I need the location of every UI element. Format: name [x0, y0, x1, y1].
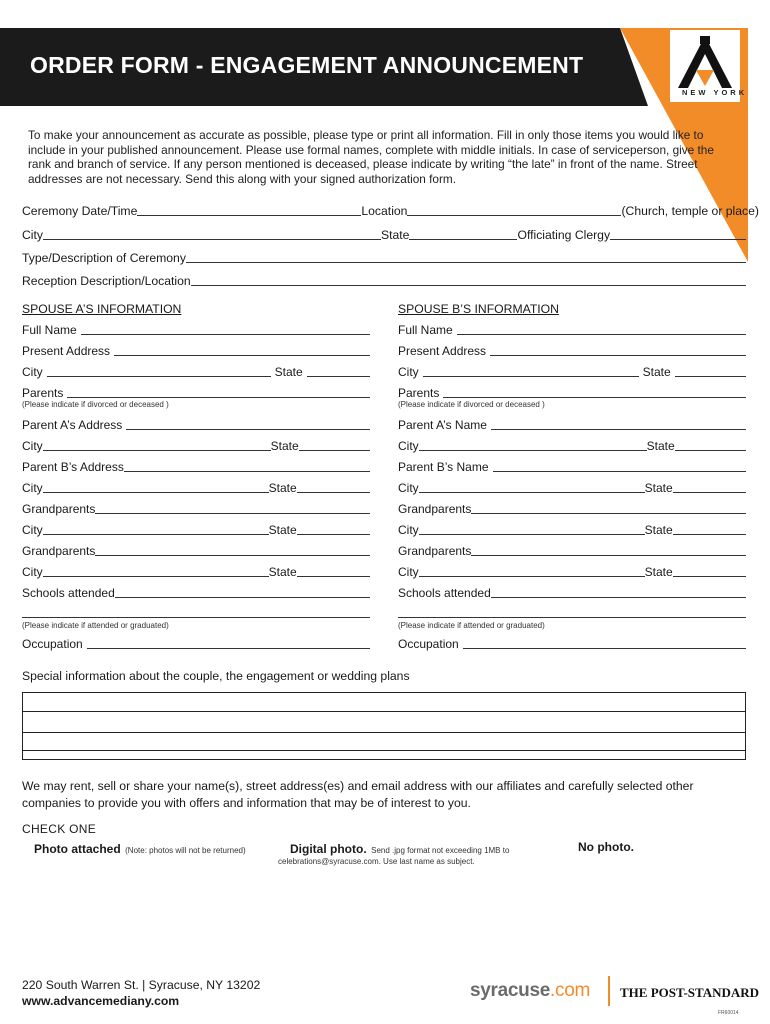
spouse-b-parent-a-name: [398, 415, 746, 432]
city-label: City: [398, 439, 419, 453]
parents-field[interactable]: [443, 397, 746, 398]
spouse-a-parent-a-address: [22, 415, 370, 432]
full-name-field[interactable]: [81, 334, 370, 335]
city-field[interactable]: [419, 450, 647, 451]
spouse-b-full-name: [398, 320, 746, 337]
spouse-b-occupation: [398, 634, 746, 651]
full-name-field[interactable]: [457, 334, 746, 335]
grandparents-label: Grandparents: [398, 502, 472, 516]
check-one-label: CHECK ONE: [22, 822, 97, 836]
schools-field[interactable]: [115, 597, 370, 598]
city-label: City: [22, 365, 43, 379]
spouse-b-city-state: [398, 362, 746, 379]
spouse-b-city-state-5: [398, 562, 746, 579]
special-info-line-1: [22, 711, 746, 712]
reception-row: [22, 270, 746, 288]
spouse-b-grandparents-2: [398, 541, 746, 558]
full-name-label: Full Name: [398, 323, 453, 337]
schools-field-2[interactable]: [398, 617, 746, 618]
spouse-a-full-name: [22, 320, 370, 337]
spouse-b-parent-b-name: [398, 457, 746, 474]
syracuse-logo-text: syracuse: [470, 980, 551, 1001]
occupation-label: Occupation: [22, 637, 83, 651]
present-address-label: Present Address: [398, 344, 487, 358]
parents-label: Parents: [398, 386, 440, 400]
ceremony-date-field[interactable]: [137, 215, 361, 216]
footer-address: 220 South Warren St. | Syracuse, NY 13202: [22, 978, 261, 992]
spouse-b-city-state-3: [398, 478, 746, 495]
city-label: City: [22, 439, 43, 453]
city-label: City: [22, 228, 43, 242]
no-photo-option[interactable]: No photo.: [578, 840, 634, 854]
schools-note: (Please indicate if attended or graduated): [22, 621, 169, 630]
page-title: ORDER FORM - ENGAGEMENT ANNOUNCEMENT: [30, 52, 584, 78]
parents-note: (Please indicate if divorced or deceased ): [398, 400, 545, 409]
parent-b-name-label: Parent B’s Name: [398, 460, 489, 474]
state-label: State: [644, 481, 673, 495]
city-label: City: [398, 523, 419, 537]
grandparents-label: Grandparents: [22, 544, 96, 558]
type-row: [22, 247, 746, 265]
schools-label: Schools attended: [398, 586, 491, 600]
reception-label: Reception Description/Location: [22, 274, 191, 288]
city-field[interactable]: [419, 576, 645, 577]
post-standard-logo: THE POST-STANDARD: [620, 985, 760, 1000]
parent-a-address-field[interactable]: [126, 429, 370, 430]
parent-b-address-field[interactable]: [124, 471, 370, 472]
spouse-a-schools: [22, 583, 370, 600]
syracuse-logo-suffix: .com: [550, 980, 590, 1001]
city-field[interactable]: [47, 376, 271, 377]
ceremony-row: [22, 200, 759, 218]
spouse-b-parents: [398, 383, 746, 400]
spouse-a-grandparents-2: [22, 541, 370, 558]
grandparents-label: Grandparents: [398, 544, 472, 558]
state-label: State: [268, 481, 297, 495]
officiating-label: Officiating Clergy: [517, 228, 611, 242]
city-field[interactable]: [423, 376, 639, 377]
occupation-field[interactable]: [463, 648, 746, 649]
state-label: State: [644, 565, 673, 579]
special-info-line-2: [22, 732, 746, 733]
spouse-a-city-state-5: [22, 562, 370, 579]
photo-attached-note: (Note: photos will not be returned): [125, 846, 246, 855]
syracuse-logo: [470, 980, 590, 1002]
grandparents-field[interactable]: [471, 555, 746, 556]
city-label: City: [22, 523, 43, 537]
full-name-label: Full Name: [22, 323, 77, 337]
state-field[interactable]: [675, 376, 746, 377]
state-label: State: [646, 439, 675, 453]
location-field[interactable]: [407, 215, 621, 216]
spouse-b-city-state-2: [398, 436, 746, 453]
state-field[interactable]: [673, 534, 746, 535]
schools-field-2[interactable]: [22, 617, 370, 618]
spouse-a-city-state-4: [22, 520, 370, 537]
state-label: State: [274, 365, 303, 379]
state-field[interactable]: [673, 492, 746, 493]
location-hint: (Church, temple or place): [621, 204, 759, 218]
officiating-field[interactable]: [610, 239, 746, 240]
digital-photo-note-2: celebrations@syracuse.com. Use last name as subject.: [278, 857, 475, 866]
city-field[interactable]: [43, 534, 269, 535]
state-label: State: [268, 565, 297, 579]
state-field[interactable]: [675, 450, 746, 451]
footer-url[interactable]: www.advancemediany.com: [22, 994, 180, 1008]
special-info-label: Special information about the couple, the engagement or wedding plans: [22, 669, 410, 683]
spouse-a-parent-b-address: [22, 457, 370, 474]
state-field[interactable]: [673, 576, 746, 577]
privacy-notice: We may rent, sell or share your name(s), street address(es) and email address with our affiliates and carefully selected other companies to provide you with offers and information that may be of interest to you.: [22, 779, 694, 810]
spouse-a-grandparents-1: [22, 499, 370, 516]
parent-a-name-label: Parent A’s Name: [398, 418, 487, 432]
schools-note: (Please indicate if attended or graduated): [398, 621, 545, 630]
parent-a-name-field[interactable]: [491, 429, 746, 430]
state-label: State: [642, 365, 671, 379]
city-row: [22, 224, 746, 242]
grandparents-field[interactable]: [95, 513, 370, 514]
digital-photo-option[interactable]: [290, 840, 509, 858]
grandparents-field[interactable]: [471, 513, 746, 514]
spouse-a-heading: SPOUSE A’S INFORMATION: [22, 302, 182, 316]
city-field[interactable]: [43, 450, 271, 451]
spouse-a-city-state: [22, 362, 370, 379]
city-field[interactable]: [43, 239, 381, 240]
intro-text: To make your announcement as accurate as possible, please type or print all information. Fill in only those items you would like to include in your published announcement. Please use formal names, complete with middle initials. In case of serviceperson, give the rank and branch of service. If any person mentioned is deceased, please indicate by writing “the late” in front of the name. Street addresses are not necessary. Send this along with your signed authorization form.: [28, 128, 714, 187]
parents-label: Parents: [22, 386, 64, 400]
state-field[interactable]: [297, 576, 370, 577]
parents-field[interactable]: [67, 397, 370, 398]
spouse-b-heading: SPOUSE B’S INFORMATION: [398, 302, 559, 316]
state-field[interactable]: [299, 450, 370, 451]
city-field[interactable]: [43, 576, 269, 577]
state-label: State: [270, 439, 299, 453]
type-field[interactable]: [186, 262, 746, 263]
state-field[interactable]: [297, 492, 370, 493]
ceremony-date-label: Ceremony Date/Time: [22, 204, 138, 218]
type-label: Type/Description of Ceremony: [22, 251, 186, 265]
city-label: City: [398, 365, 419, 379]
city-label: City: [398, 481, 419, 495]
spouse-a-present-address: [22, 341, 370, 358]
parent-b-name-field[interactable]: [493, 471, 747, 472]
spouse-a-section: [22, 302, 370, 651]
spouse-a-city-state-3: [22, 478, 370, 495]
special-info-line-3: [22, 750, 746, 751]
spouse-b-section: [398, 302, 746, 651]
schools-field[interactable]: [491, 597, 746, 598]
logo-text: NEW YORK: [682, 88, 748, 97]
parent-a-address-label: Parent A’s Address: [22, 418, 123, 432]
state-label: State: [381, 228, 410, 242]
photo-attached-label: Photo attached: [34, 842, 121, 856]
digital-photo-label: Digital photo.: [290, 842, 367, 856]
city-label: City: [22, 481, 43, 495]
city-field[interactable]: [43, 492, 269, 493]
grandparents-field[interactable]: [95, 555, 370, 556]
digital-photo-note: Send .jpg format not exceeding 1MB to: [371, 846, 510, 855]
state-field[interactable]: [409, 239, 517, 240]
occupation-label: Occupation: [398, 637, 459, 651]
schools-label: Schools attended: [22, 586, 115, 600]
parent-b-address-label: Parent B’s Address: [22, 460, 124, 474]
city-label: City: [398, 565, 419, 579]
present-address-field[interactable]: [114, 355, 370, 356]
photo-attached-option[interactable]: [34, 840, 246, 858]
present-address-label: Present Address: [22, 344, 111, 358]
spouse-b-city-state-4: [398, 520, 746, 537]
form-code: FR60014: [718, 1010, 739, 1016]
city-field[interactable]: [419, 492, 645, 493]
grandparents-label: Grandparents: [22, 502, 96, 516]
spouse-b-grandparents-1: [398, 499, 746, 516]
spouse-b-schools: [398, 583, 746, 600]
spouse-a-parents: [22, 383, 370, 400]
spouse-b-present-address: [398, 341, 746, 358]
parents-note: (Please indicate if divorced or deceased ): [22, 400, 169, 409]
state-label: State: [644, 523, 673, 537]
city-field[interactable]: [419, 534, 645, 535]
spouse-a-occupation: [22, 634, 370, 651]
location-label: Location: [361, 204, 408, 218]
state-field[interactable]: [307, 376, 370, 377]
occupation-field[interactable]: [87, 648, 370, 649]
footer-divider: [608, 976, 610, 1006]
city-label: City: [22, 565, 43, 579]
state-label: State: [268, 523, 297, 537]
spouse-a-city-state-2: [22, 436, 370, 453]
state-field[interactable]: [297, 534, 370, 535]
reception-field[interactable]: [191, 285, 746, 286]
present-address-field[interactable]: [490, 355, 746, 356]
